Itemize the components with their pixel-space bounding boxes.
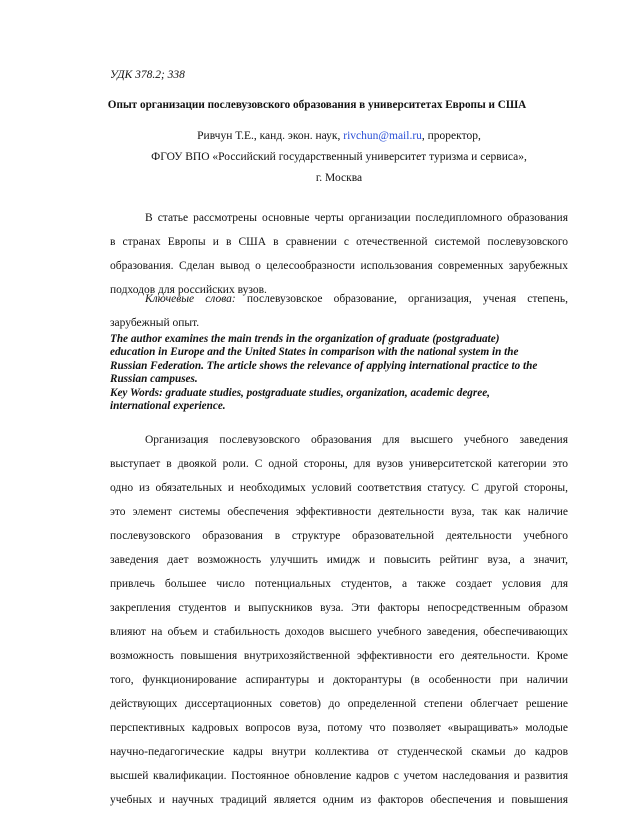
body-line: привлечь большее число потенциальных студентов, а также создает условия для: [110, 578, 568, 590]
udk-code: УДК 378.2; 338: [110, 69, 185, 81]
abstract-en-line: Russian campuses.: [110, 373, 198, 386]
body-line: перспективных кадровых вопросов вуза, потому что позволяет «выращивать» молодые: [110, 722, 568, 734]
abstract-en: [110, 333, 560, 413]
body-line: это элемент системы обеспечения эффективности деятельности вуза, так как наличие: [110, 506, 568, 518]
keywords-en-line: international experience.: [110, 400, 226, 413]
body-line: возможность повышения внутрихозяйственной эффективности его деятельности. Кроме: [110, 650, 568, 662]
author-position: , проректор,: [421, 130, 481, 142]
body-line: закрепления студентов и выпускников вуза. Эти факторы непосредственным образом: [110, 602, 568, 614]
body-line: послевузовского образования в структуре образовательной деятельности учебного: [110, 530, 568, 542]
body-line: действующих диссертационных советов) до определенной степени облегчает решение: [110, 698, 568, 710]
body-line: учебных и научных традиций является одним из факторов обеспечения и повышения: [110, 794, 568, 806]
keywords-en-line: Key Words: graduate studies, postgraduate studies, organization, academic degree,: [110, 386, 490, 399]
abstract-en-line: The author examines the main trends in the organization of graduate (postgraduate): [110, 333, 500, 345]
author-email-link[interactable]: rivchun@mail.ru: [343, 130, 422, 142]
keywords-ru: [110, 287, 568, 335]
body-line: выступает в двоякой роли. С одной стороны, для вузов университетской категории это: [110, 458, 568, 470]
abstract-ru-line: в странах Европы и в США в сравнении с отечественной системой послевузовского: [110, 236, 568, 248]
abstract-en-line: Russian Federation. The article shows the relevance of applying international practice to the: [110, 359, 538, 372]
author-name-degree: Ривчун Т.Е., канд. экон. наук,: [197, 130, 344, 142]
abstract-ru-line: В статье рассмотрены основные черты организации последипломного образования: [145, 212, 568, 224]
keywords-label: Ключевые слова:: [145, 293, 236, 305]
keywords-ru-line2: зарубежный опыт.: [110, 317, 200, 329]
body-line: высшей квалификации. Постоянное обновление кадров с учетом наследования и развития: [110, 770, 568, 782]
article-title: Опыт организации послевузовского образования в университетах Европы и США: [107, 99, 527, 111]
body-line: влияют на объем и стабильность доходов высшего учебного заведения, обеспечивающих: [110, 626, 568, 638]
body-line: Организация послевузовского образования для высшего учебного заведения: [145, 434, 568, 446]
body-line: того, функционирование аспирантуры и докторантуры (в особенности при наличии: [110, 674, 568, 686]
body-text: [110, 428, 568, 812]
abstract-ru-line: образования. Сделан вывод о целесообразности использования современных зарубежных: [110, 260, 568, 272]
body-line: научно-педагогические кадры внутри коллектива от студенческой скамьи до кадров: [110, 746, 568, 758]
affiliation-line: ФГОУ ВПО «Российский государственный университет туризма и сервиса»,: [151, 151, 527, 163]
abstract-ru-line: подходов для российских вузов.: [110, 284, 267, 296]
abstract-en-line: education in Europe and the United States in comparison with the national system in the: [110, 346, 519, 359]
body-line: заведения дает возможность улучшить имидж и повысить рейтинг вуза, а значит,: [110, 554, 568, 566]
city-line: г. Москва: [315, 172, 363, 184]
author-line: [110, 130, 568, 142]
keywords-ru-line1: Ключевые слова: послевузовское образование, организация, ученая степень,: [145, 293, 568, 305]
body-line: одно из обязательных и необходимых условий соответствия статусу. С другой стороны,: [110, 482, 568, 494]
